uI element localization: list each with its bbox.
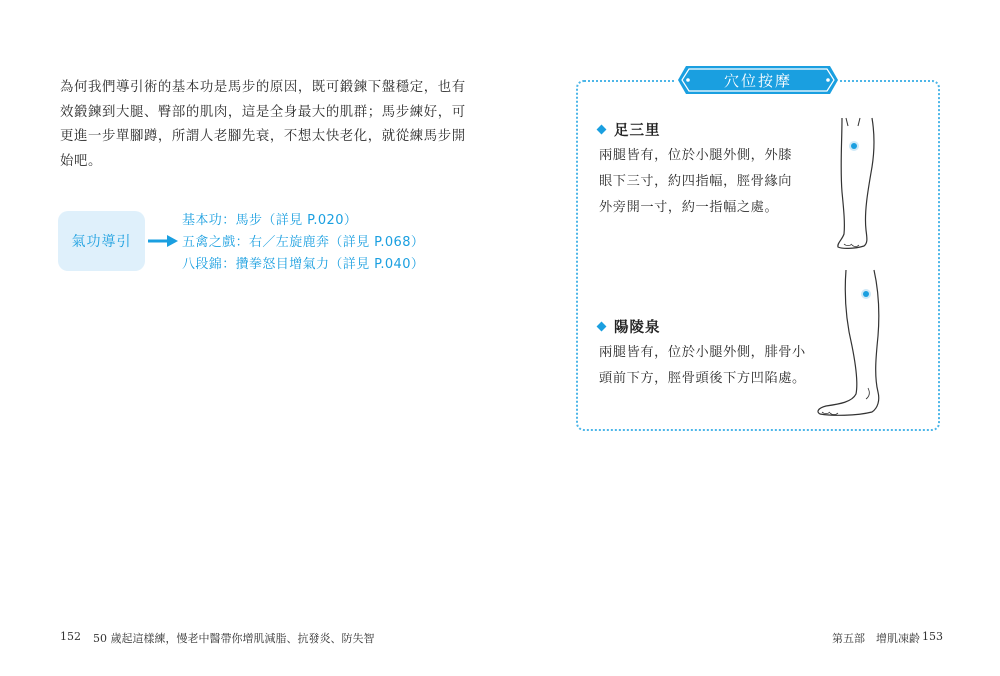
acupoint-title (596, 316, 661, 337)
description-line: 頭前下方，脛骨頭後下方凹陷處。 (599, 371, 806, 386)
paragraph-line: 始吧。 (60, 153, 102, 169)
leg-front-illustration (828, 112, 888, 252)
acupoint-description (599, 340, 806, 392)
paragraph-line: 為何我們導引術的基本功是馬步的原因，既可鍛鍊下盤穩定，也有 (60, 80, 466, 95)
left-page-number: 152 (60, 630, 81, 643)
description-line: 外旁開一寸，約一指幅之處。 (599, 200, 779, 215)
acupoint-name: 足三里 (614, 123, 661, 139)
qigong-branches (182, 210, 424, 276)
right-arrow-icon (148, 234, 178, 248)
diamond-bullet-icon (597, 322, 607, 332)
branch-item: 八段錦：攢拳怒目增氣力（詳見 P.040） (182, 257, 425, 272)
book-title: 50 歲起這樣練，慢老中醫帶你增肌減脂、抗發炎、防失智 (93, 632, 375, 645)
leg-side-illustration (812, 266, 892, 421)
acupoint-title (596, 119, 661, 140)
description-line: 兩腿皆有，位於小腿外側，外膝 (599, 148, 793, 163)
paragraph-line: 效鍛鍊到大腿、臀部的肌肉，這是全身最大的肌群；馬步練好，可 (60, 104, 466, 120)
description-line: 兩腿皆有，位於小腿外側，腓骨小 (599, 345, 806, 360)
right-page-number: 153 (922, 630, 943, 643)
paragraph-line: 更進一步單腳蹲，所謂人老腳先衰，不想太快老化，就從練馬步開 (60, 129, 466, 145)
branch-item: 五禽之戲：右／左旋鹿奔（詳見 P.068） (182, 235, 425, 250)
body-paragraph (60, 76, 466, 174)
diamond-bullet-icon (597, 125, 607, 135)
panel-title: 穴位按摩 (723, 71, 792, 90)
qigong-label-box (58, 211, 145, 271)
acupoint-description (599, 143, 792, 221)
description-line: 眼下三寸，約四指幅，脛骨緣向 (599, 174, 793, 189)
acupoint-name: 陽陵泉 (614, 320, 661, 336)
section-title: 第五部 增肌凍齡 (832, 632, 920, 645)
branch-item: 基本功：馬步（詳見 P.020） (182, 213, 358, 228)
qigong-label: 氣功導引 (71, 234, 132, 250)
